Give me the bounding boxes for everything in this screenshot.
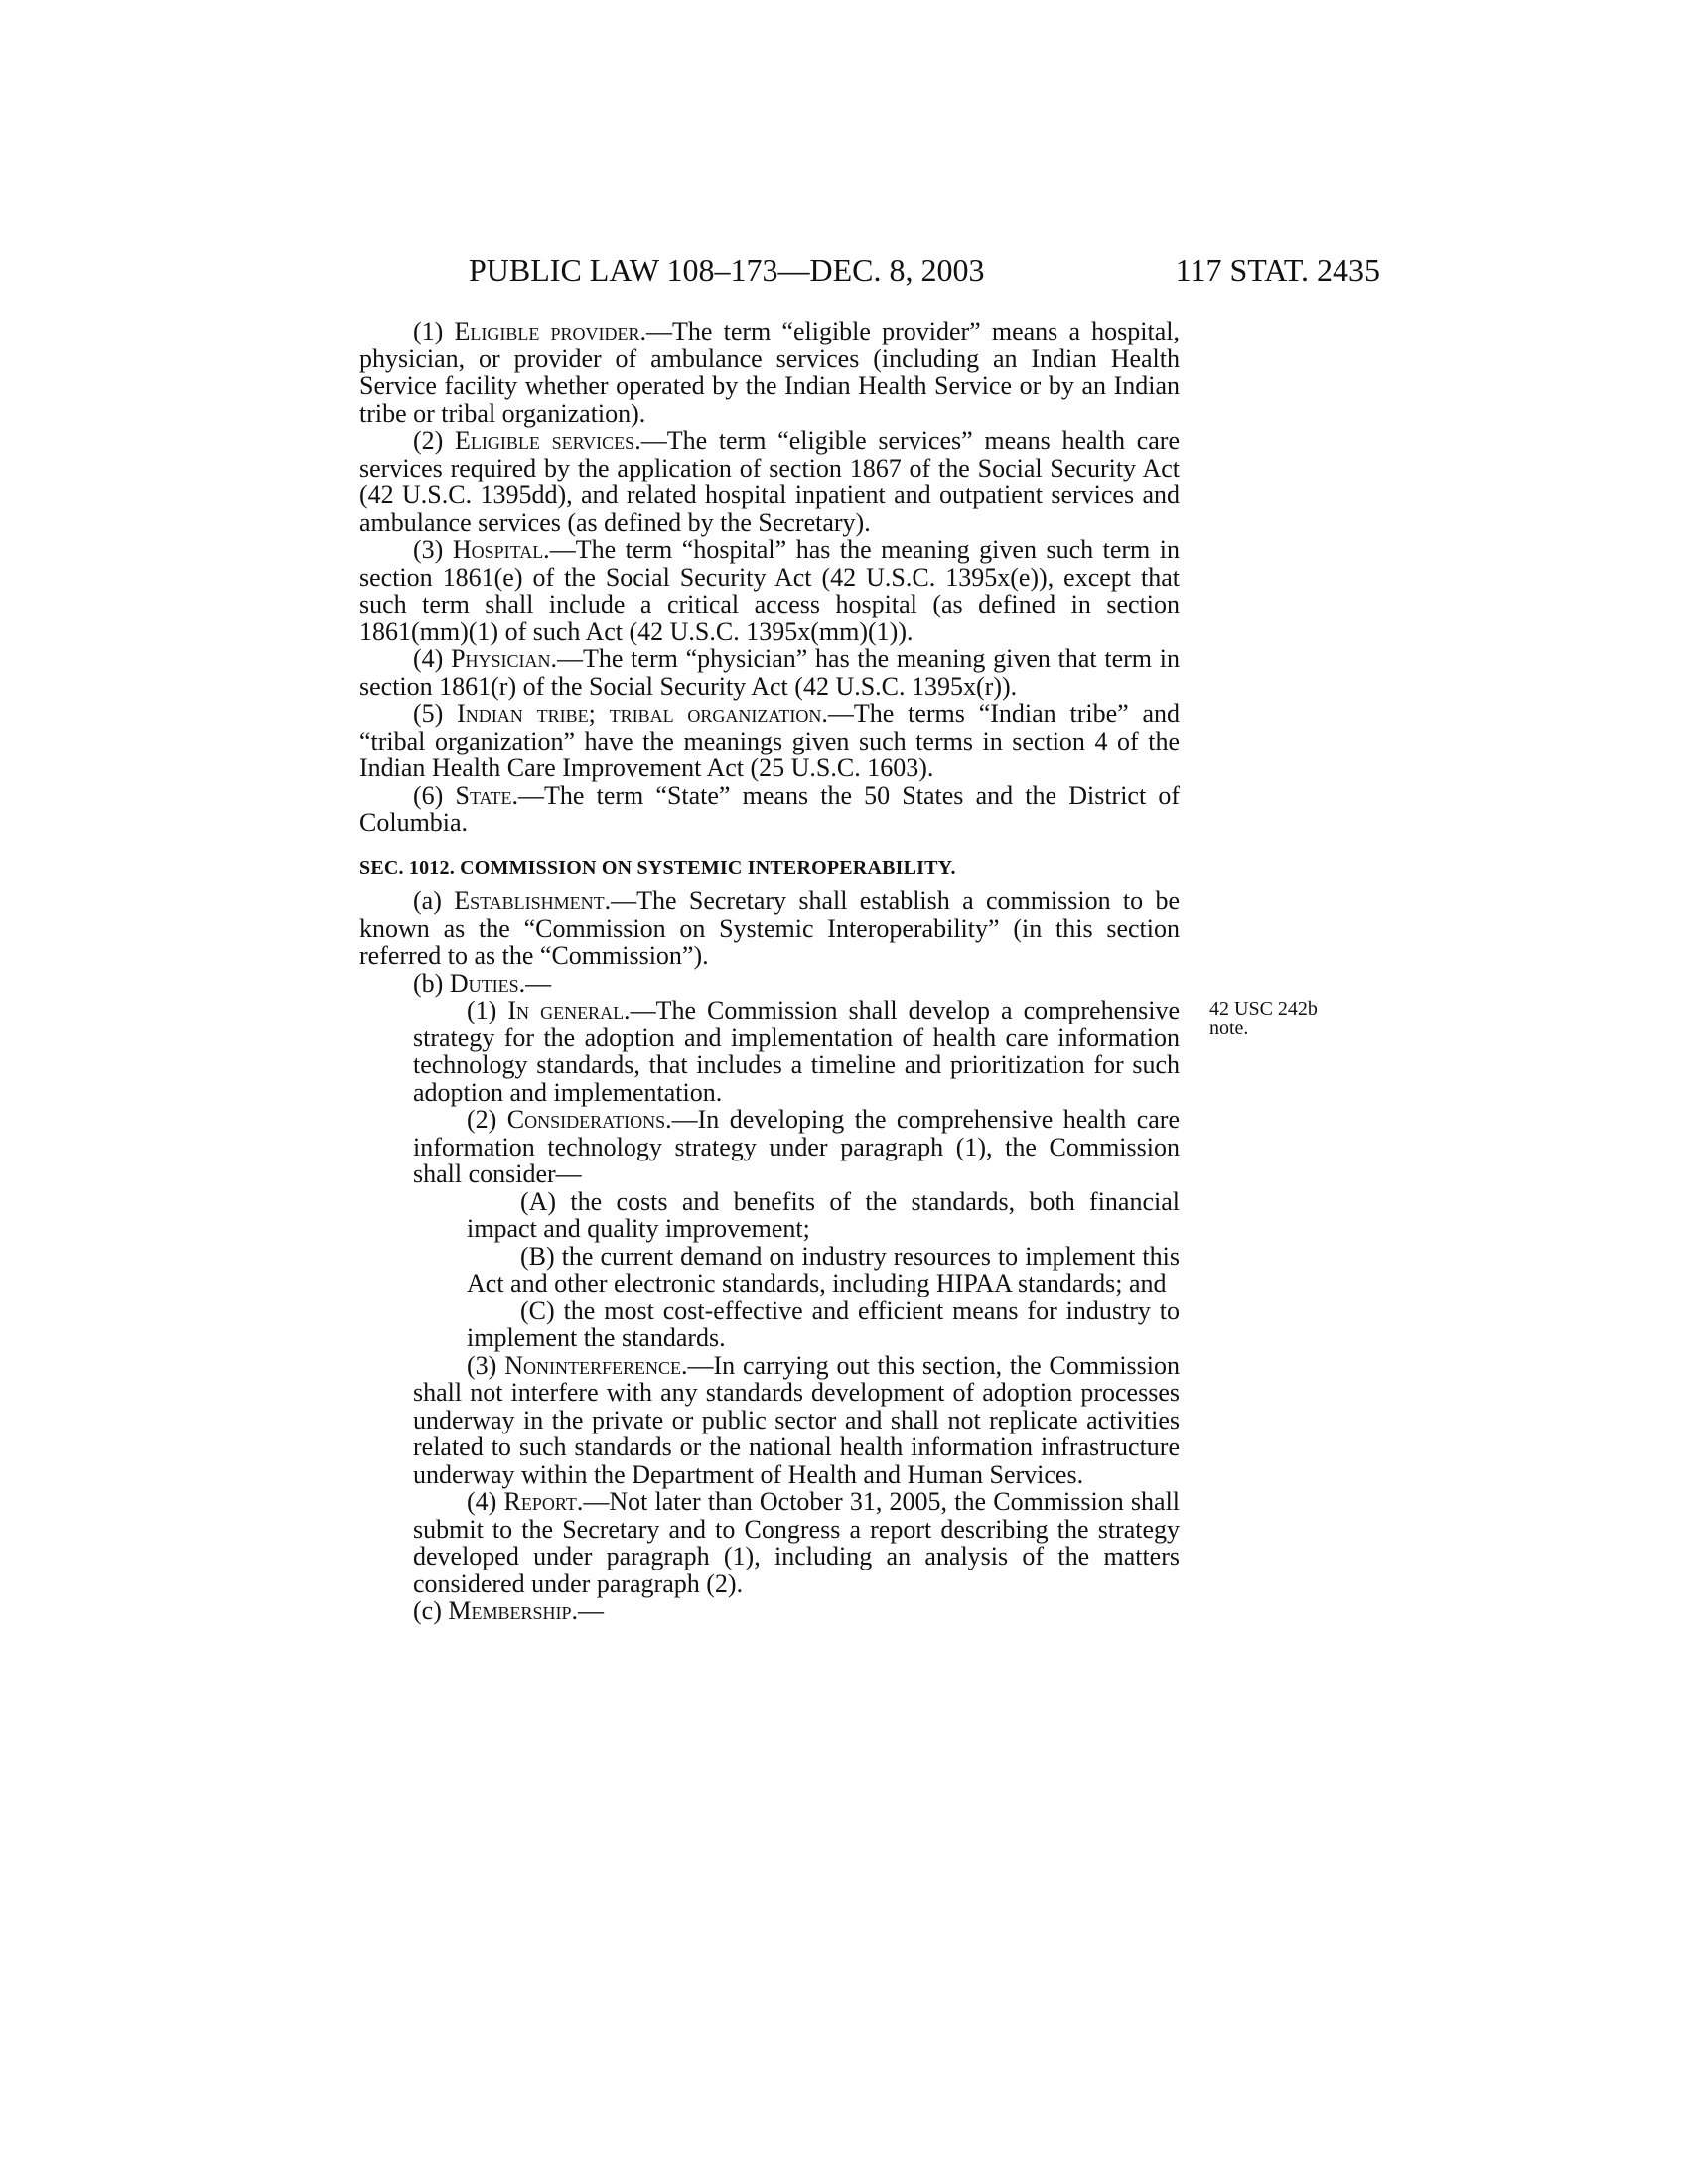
consideration-subparagraph: (A) the costs and benefits of the standards, both financial impact and quality improvement; (467, 1186, 1180, 1243)
duties-paragraph: (1) In general.—The Commission shall develop a comprehensive strategy for the adoption and implementation of health care information technology standards, that includes a timeline and prioritization for such adoption and implementation. (413, 996, 1180, 1107)
definition-paragraph: (2) Eligible services.—The term “eligible services” means health care services required by the application of section 1867 of the Social Security Act (42 U.S.C. 1395dd), and related hospital inpatient and outpatient services and ambulance services (as defined by the Secretary). (359, 426, 1181, 537)
duties-paragraph: (2) Considerations.—In developing the comprehensive health care information technology strategy under paragraph (1), the Commission shall consider— (413, 1105, 1181, 1188)
definition-paragraph: (1) Eligible provider.—The term “eligible provider” means a hospital, physician, or provider of ambulance services (including an Indian Health Service facility whether operated by the Indian Health Service or by an Indian tribe or tribal organization). (359, 317, 1180, 428)
subsection-term: Establishment. (454, 887, 612, 915)
definition-paragraph: (5) Indian tribe; tribal organization.—The terms “Indian tribe” and “tribal organization” have the meanings given such terms in section 4 of the Indian Health Care Improvement Act (25 U.S.C. 1603). (359, 699, 1180, 782)
statute-page-number: 117 STAT. 2435 (1175, 252, 1380, 288)
consideration-subparagraph: (C) the most cost-effective and efficient means for industry to implement the standards. (467, 1296, 1180, 1352)
definition-paragraph: (3) Hospital.—The term “hospital” has the meaning given such term in section 1861(e) of the Social Security Act (42 U.S.C. 1395x(e)), except that such term shall include a critical access hospital (as defined in section 1861(mm)(1) of such Act (42 U.S.C. 1395x(mm)(1)). (359, 535, 1181, 646)
definition-paragraph: (4) Physician.—The term “physician” has the meaning given that term in section 1861(r) of the Social Security Act (42 U.S.C. 1395x(r)). (359, 644, 1180, 701)
definition-term: State. (455, 780, 519, 810)
consideration-subparagraph: (B) the current demand on industry resources to implement this Act and other electronic standards, including HIPAA standards; and (467, 1241, 1180, 1297)
subsection-term: Duties. (449, 968, 526, 998)
subsection-duties: (b) Duties.— (413, 968, 552, 998)
running-head: PUBLIC LAW 108–173—DEC. 8, 2003 (469, 252, 985, 288)
paragraph-term: Noninterference. (504, 1350, 688, 1380)
subsection-term: Membership. (448, 1596, 578, 1625)
definition-paragraph: (6) State.—The term “State” means the 50 States and the District of Columbia. (359, 780, 1181, 837)
definition-term: Indian tribe; tribal organization. (457, 699, 828, 728)
page-header (469, 250, 1380, 290)
paragraph-term: Considerations. (506, 1105, 672, 1134)
duties-paragraph: (4) Report.—Not later than October 31, 2005, the Commission shall submit to the Secretary and to Congress a report describing the strategy developed under paragraph (1), including an analysis of the matters considered under paragraph (2). (413, 1487, 1181, 1598)
paragraph-term: In general. (507, 996, 631, 1024)
definition-term: Eligible provider. (454, 317, 647, 345)
definition-term: Eligible services. (455, 426, 641, 455)
subsection-membership: (c) Membership.— (413, 1596, 604, 1625)
subsection-establishment: (a) Establishment.—The Secretary shall establish a commission to be known as the “Commission on Systemic Interoperability” (in this section referred to as the “Commission”). (359, 887, 1181, 970)
paragraph-term: Report. (503, 1487, 584, 1516)
body-text (359, 318, 1180, 1625)
definition-term: Physician. (451, 644, 558, 673)
section-heading: SEC. 1012. COMMISSION ON SYSTEMIC INTEROPERABILITY. (359, 856, 956, 879)
duties-paragraph: (3) Noninterference.—In carrying out this section, the Commission shall not interfere with any standards development of adoption processes underway in the private or public sector and shall not replicate activities related to such standards or the national health information infrastructure underway within the Department of Health and Human Services. (413, 1350, 1181, 1489)
definition-term: Hospital. (452, 535, 550, 564)
margin-note: 42 USC 242b note. (1209, 998, 1318, 1039)
